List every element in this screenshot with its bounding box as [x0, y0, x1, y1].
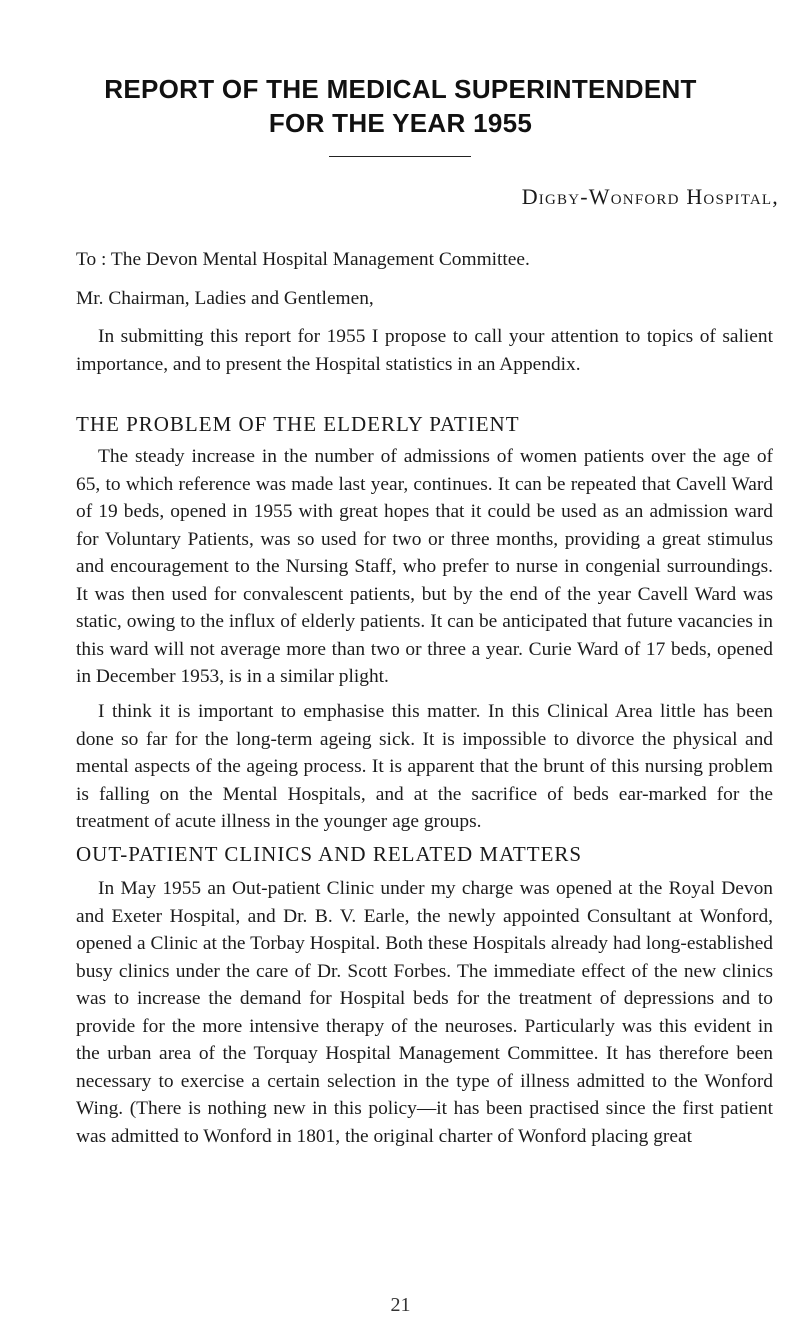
paragraph-outpatient-1: In May 1955 an Out-patient Clinic under my charge was opened at the Royal Devon and Exeter Hospital, and Dr. B. V. Earle, the newly appointed Consultant at Wonford, opened a Clinic at the Torbay Hospital. Both these Hospitals already had long-established busy clinics under the care of Dr. Scott Forbes. The immediate effect of the new clinics was to increase the demand for Hospital beds for the treatment of depressions and to provide for the more intensive therapy of the neuroses. Particularly was this evident in the urban area of the Torquay Hospital Management Committee. It has therefore been necessary to exercise a certain selection in the type of illness admitted to the Wonford Wing. (There is nothing new in this policy—it has been practised since the first patient was admitted to Wonford in 1801, the original charter of Wonford placing great [76, 878, 773, 1147]
section-heading-outpatient: OUT-PATIENT CLINICS AND RELATED MATTERS [76, 842, 583, 866]
hospital-name: Digby-Wonford Hospital, [521, 184, 779, 209]
report-title: REPORT OF THE MEDICAL SUPERINTENDENT [104, 74, 697, 104]
intro-paragraph: In submitting this report for 1955 I propose to call your attention to topics of salient importance, and to present the Hospital statistics in an Appendix. [76, 326, 773, 375]
title-divider [329, 156, 471, 157]
paragraph-elderly-1: The steady increase in the number of admissions of women patients over the age of 65, to which reference was made last year, continues. It can be repeated that Cavell Ward of 19 beds, opened in 1955 with great hopes that it could be used as an admission ward for Voluntary Patients, was so used for two or three months, providing a great stimulus and encouragement to the Nursing Staff, who prefer to nurse in congenial surroundings. It was then used for convalescent patients, but by the end of the year Cavell Ward was static, owing to the influx of elderly patients. It can be anticipated that future vacancies in this ward will not average more than two or three a year. Curie Ward of 17 beds, opened in December 1953, is in a similar plight. [76, 446, 773, 687]
report-subtitle: FOR THE YEAR 1955 [268, 108, 533, 138]
section-heading-elderly: THE PROBLEM OF THE ELDERLY PATIENT [76, 412, 520, 436]
addressee-line: To : The Devon Mental Hospital Management Committee. [76, 249, 530, 270]
greeting-line: Mr. Chairman, Ladies and Gentlemen, [76, 288, 374, 309]
page-number: 21 [390, 1294, 411, 1316]
paragraph-elderly-2: I think it is important to emphasise this matter. In this Clinical Area little has been done so far for the long-term ageing sick. It is impossible to divorce the physical and mental aspects of the ageing process. It is apparent that the brunt of this nursing problem is falling on the Mental Hospitals, and at the sacrifice of beds ear-marked for the treatment of acute illness in the younger age groups. [76, 701, 773, 832]
